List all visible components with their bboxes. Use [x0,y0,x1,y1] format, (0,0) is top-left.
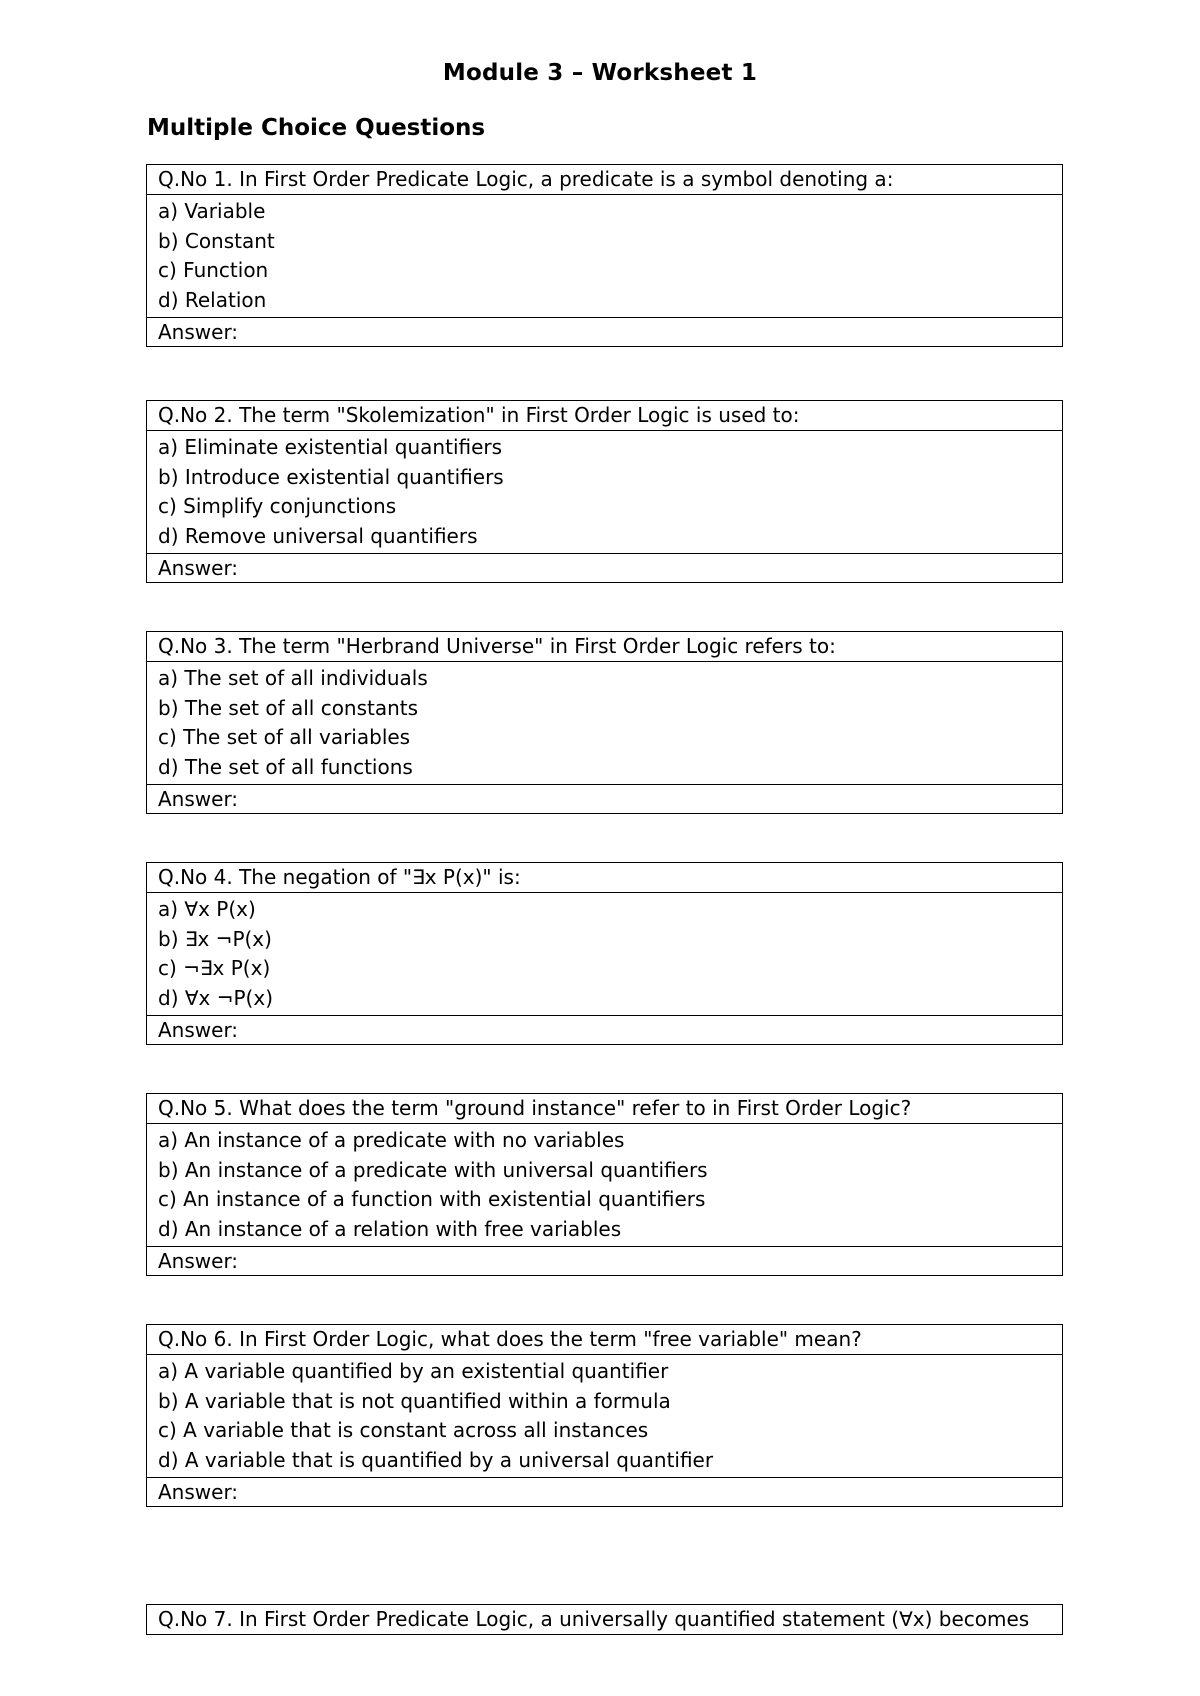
question-block-6 [146,1324,1063,1507]
option-c: c) The set of all variables [158,725,411,749]
page-title: Module 3 – Worksheet 1 [442,60,758,86]
option-a: a) The set of all individuals [158,666,428,690]
option-c: c) An instance of a function with existential quantifiers [158,1187,706,1211]
answer-field[interactable]: Answer: [158,320,239,344]
option-c: c) A variable that is constant across all instances [158,1418,649,1442]
question-text: Q.No 4. The negation of "∃x P(x)" is: [147,863,1062,893]
options-list [147,1124,1062,1247]
option-d: d) The set of all functions [158,754,413,779]
question-block-2 [146,400,1063,583]
options-list [147,893,1062,1016]
section-heading: Multiple Choice Questions [147,115,486,141]
options-list [147,662,1062,785]
question-text: Q.No 6. In First Order Logic, what does the term "free variable" mean? [147,1325,1062,1355]
answer-field[interactable]: Answer: [158,1249,239,1273]
option-c: c) Function [158,258,269,282]
option-d: d) An instance of a relation with free variables [158,1216,622,1241]
options-list [147,431,1062,554]
options-list [147,1355,1062,1478]
options-list [147,195,1062,318]
option-a: a) A variable quantified by an existential quantifier [158,1359,669,1383]
option-c: c) Simplify conjunctions [158,494,397,518]
answer-field[interactable]: Answer: [158,1480,239,1504]
question-block-4 [146,862,1063,1045]
option-a: a) An instance of a predicate with no variables [158,1128,625,1152]
option-b: b) The set of all constants [158,695,419,720]
question-text: Q.No 5. What does the term "ground instance" refer to in First Order Logic? [147,1094,1062,1124]
question-block-7 [146,1604,1063,1635]
answer-field[interactable]: Answer: [158,556,239,580]
answer-field[interactable]: Answer: [158,1018,239,1042]
option-d: d) Relation [158,287,267,312]
option-d: d) Remove universal quantifiers [158,523,478,548]
question-block-1 [146,164,1063,347]
question-block-5 [146,1093,1063,1276]
option-b: b) An instance of a predicate with universal quantifiers [158,1157,708,1182]
option-b: b) ∃x ¬P(x) [158,926,272,951]
question-block-3 [146,631,1063,814]
question-text: Q.No 3. The term "Herbrand Universe" in First Order Logic refers to: [147,632,1062,662]
question-text: Q.No 7. In First Order Predicate Logic, a universally quantified statement (∀x) becomes [158,1607,1030,1631]
option-a: a) Eliminate existential quantifiers [158,435,503,459]
question-text: Q.No 2. The term "Skolemization" in First Order Logic is used to: [147,401,1062,431]
answer-field[interactable]: Answer: [158,787,239,811]
option-d: d) ∀x ¬P(x) [158,985,273,1010]
option-d: d) A variable that is quantified by a universal quantifier [158,1447,714,1472]
option-a: a) ∀x P(x) [158,897,256,921]
option-b: b) Constant [158,228,275,253]
option-a: a) Variable [158,199,266,223]
option-b: b) A variable that is not quantified within a formula [158,1388,671,1413]
option-b: b) Introduce existential quantifiers [158,464,504,489]
option-c: c) ¬∃x P(x) [158,956,271,980]
question-text: Q.No 1. In First Order Predicate Logic, a predicate is a symbol denoting a: [147,165,1062,195]
